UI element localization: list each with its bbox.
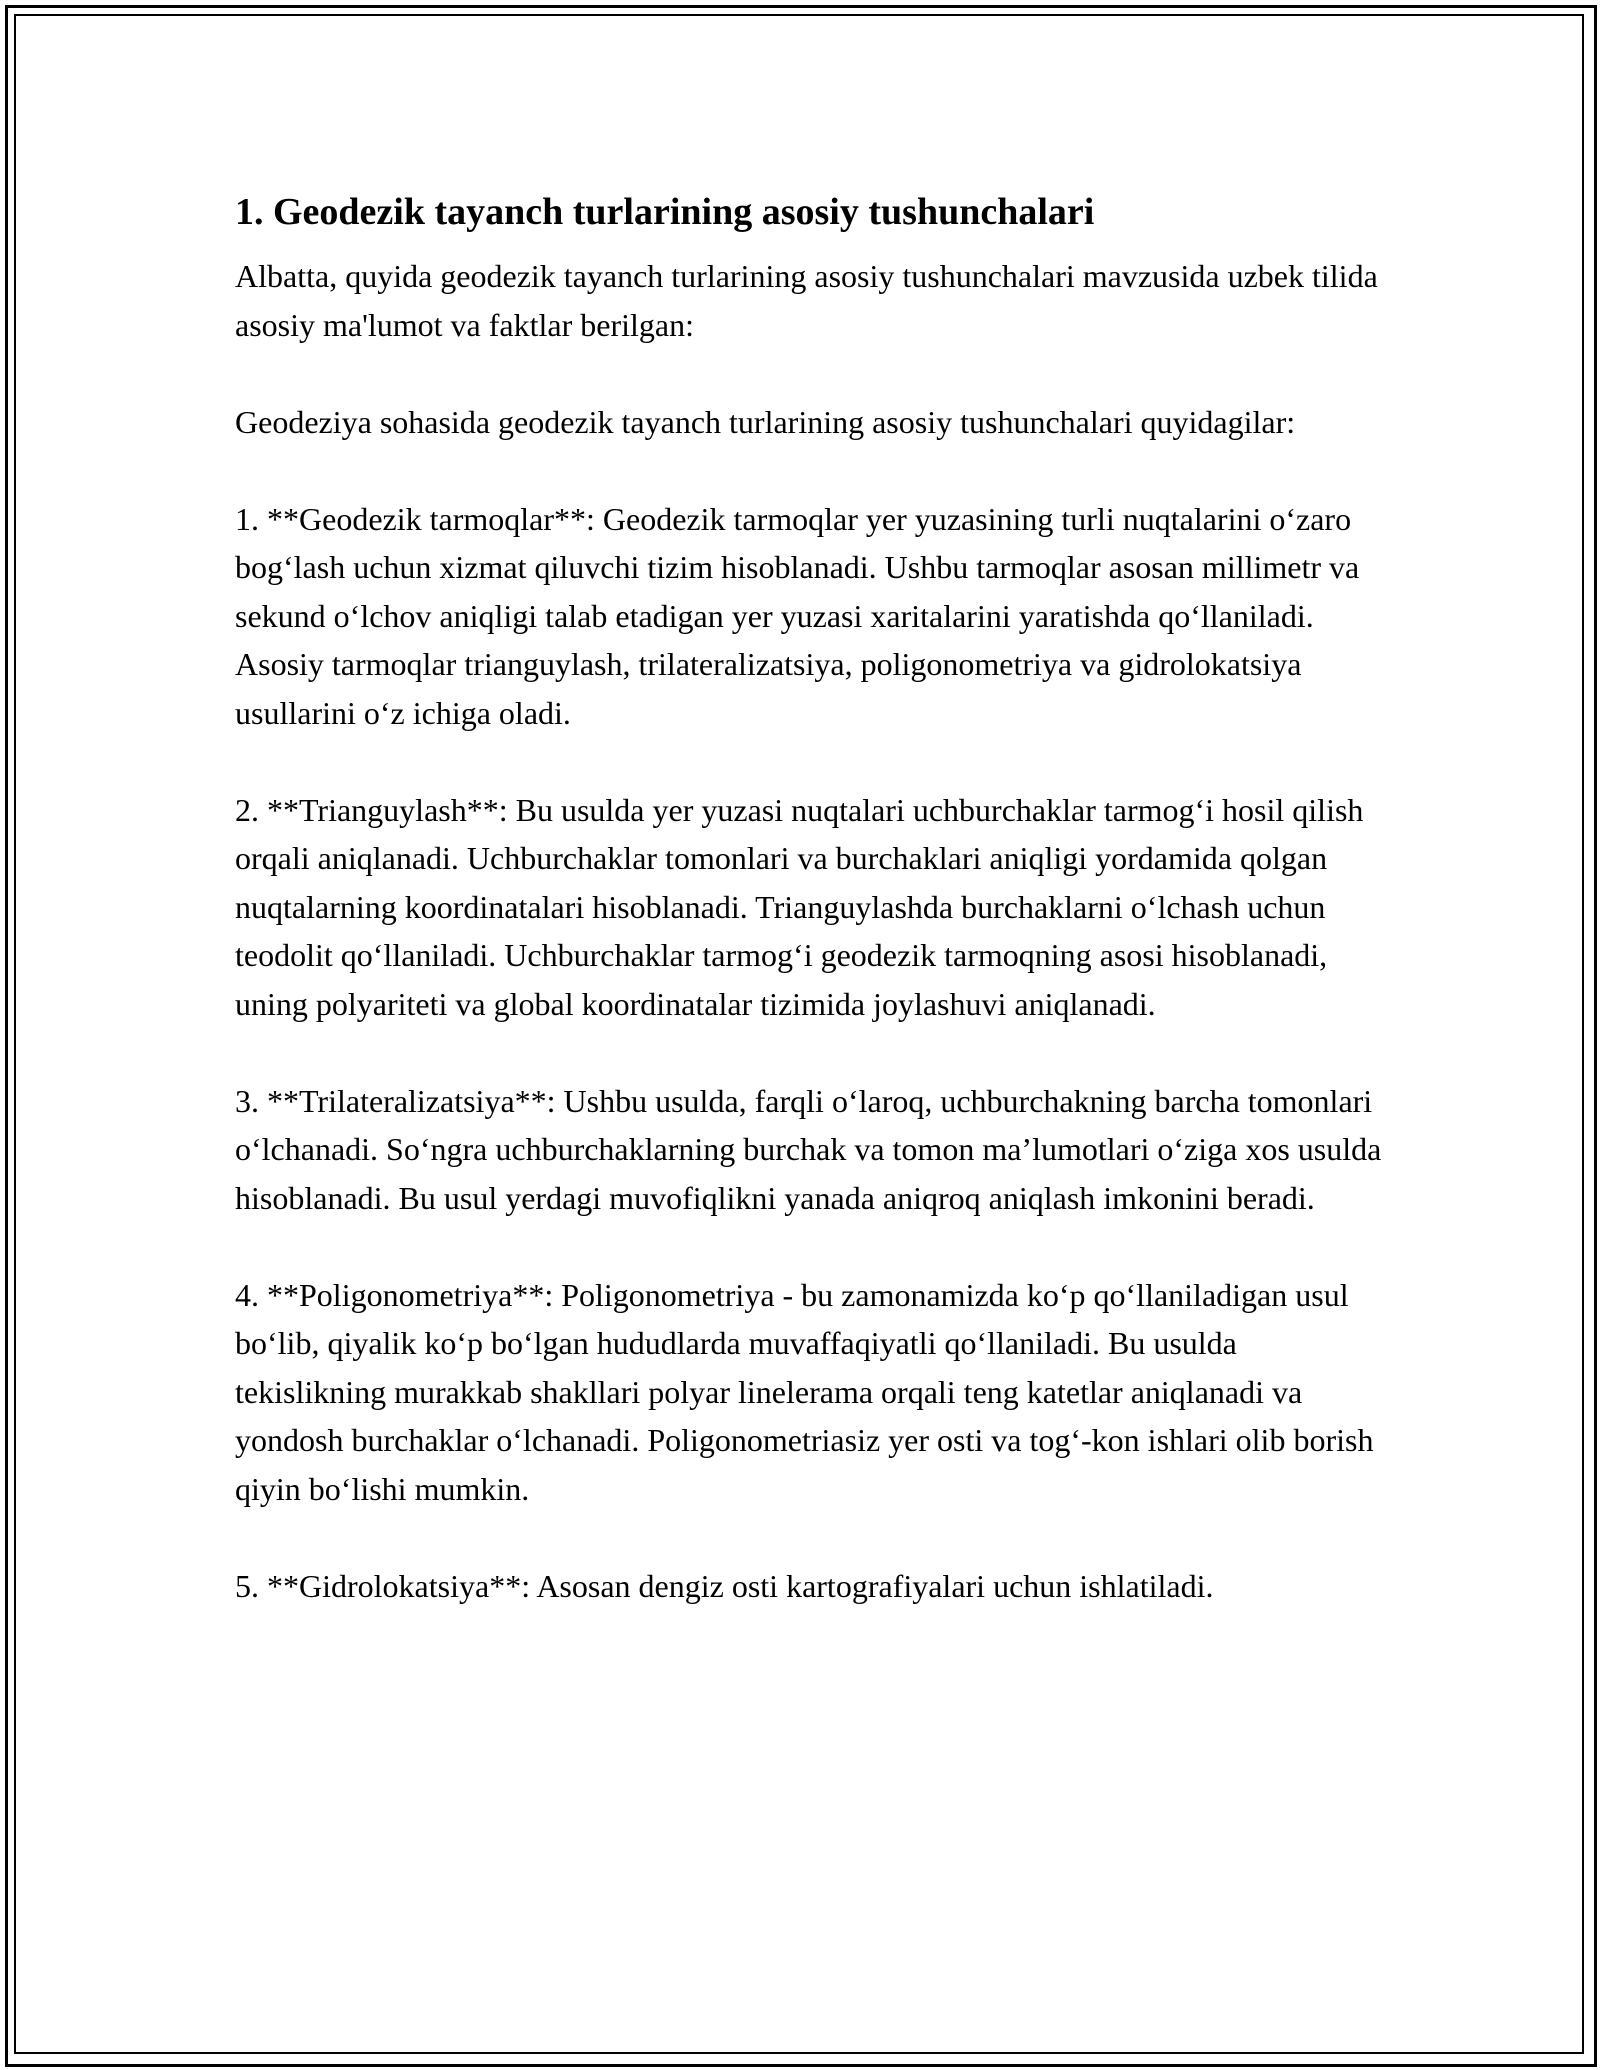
document-heading: 1. Geodezik tayanch turlarining asosiy tushunchalari bbox=[235, 191, 1095, 233]
overview-paragraph: Geodeziya sohasida geodezik tayanch turlarining asosiy tushunchalari quyidagilar: bbox=[235, 403, 1296, 440]
list-item-geodetic-networks: 1. **Geodezik tarmoqlar**: Geodezik tarmoqlar yer yuzasining turli nuqtalarini o‘zaro bog‘lash uchun xizmat qiluvchi tizim hisoblanadi. Ushbu tarmoqlar asosan millimetr va sekund o‘lchov aniqligi talab etadigan yer yuzasi xaritalarini yaratishda qo‘llaniladi. Asosiy tarmoqlar trianguylash, trilateralizatsiya, poligonometriya va gidrolokatsiya usullarini o‘z ichiga oladi. bbox=[235, 500, 1360, 731]
document-body bbox=[235, 188, 1385, 1659]
list-item-polygonometry: 4. **Poligonometriya**: Poligonometriya - bu zamonamizda ko‘p qo‘llaniladigan usul bo‘lib, qiyalik ko‘p bo‘lgan hududlarda muvaffaqiyatli qo‘llaniladi. Bu usulda tekislikning murakkab shakllari polyar linelerama orqali teng katetlar aniqlanadi va yondosh burchaklar o‘lchanadi. Poligonometriasiz yer osti va tog‘-kon ishlari olib borish qiyin bo‘lishi mumkin. bbox=[235, 1276, 1374, 1507]
list-item-triangulation: 2. **Trianguylash**: Bu usulda yer yuzasi nuqtalari uchburchaklar tarmog‘i hosil qilish orqali aniqlanadi. Uchburchaklar tomonlari va burchaklari aniqligi yordamida qolgan nuqtalarning koordinatalari hisoblanadi. Trianguylashda burchaklarni o‘lchash uchun teodolit qo‘llaniladi. Uchburchaklar tarmog‘i geodezik tarmoqning asosi hisoblanadi, uning polyariteti va global koordinatalar tizimida joylashuvi aniqlanadi. bbox=[235, 791, 1364, 1022]
list-item-hydrolocation: 5. **Gidrolokatsiya**: Asosan dengiz osti kartografiyalari uchun ishlatiladi. bbox=[235, 1567, 1214, 1604]
list-item-trilateration: 3. **Trilateralizatsiya**: Ushbu usulda, farqli o‘laroq, uchburchakning barcha tomonlari o‘lchanadi. So‘ngra uchburchaklarning burchak va tomon ma’lumotlari o‘ziga xos usulda hisoblanadi. Bu usul yerdagi muvofiqlikni yanada aniqroq aniqlash imkonini beradi. bbox=[235, 1082, 1382, 1216]
intro-paragraph: Albatta, quyida geodezik tayanch turlarining asosiy tushunchalari mavzusida uzbek tilida asosiy ma'lumot va faktlar berilgan: bbox=[235, 258, 1378, 343]
